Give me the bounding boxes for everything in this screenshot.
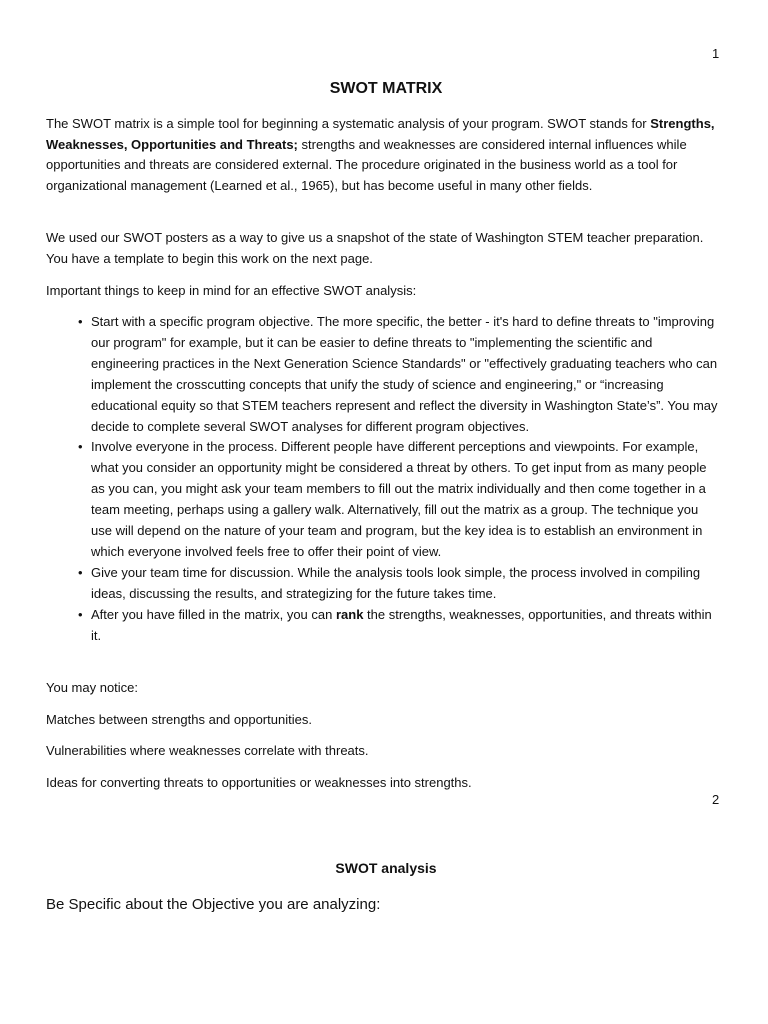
bullet-dot: • [78, 564, 83, 580]
snapshot-paragraph: We used our SWOT posters as a way to give us a snapshot of the state of Washington STEM teacher preparation. You have a template to begin this work on the next page. [46, 230, 704, 266]
intro-paragraph [46, 114, 726, 197]
tips-heading: Important things to keep in mind for an effective SWOT analysis: [46, 283, 417, 298]
intro-bold-text: Strengths, Weaknesses, Opportunities and Threats; [46, 116, 715, 152]
intro-text-2: strengths and weaknesses are considered internal influences while opportunities and threats are considered external. The procedure originated in the business world as a tool for organizational management (Learned et al., 1965), but has become useful in many other fields. [46, 136, 687, 194]
list-item-text: Start with a specific program objective. The more specific, the better - it's hard to define threats to "improving our program" for example, but it can be easier to define threats to "implementing the scientific and engineering practices in the Next Generation Science Standards" or "effectively graduating teachers who can implement the crosscutting concepts that unify the study of science and engineering," or “increasing educational equity so that STEM teachers represent and reflect the diversity in Washington State’s”. You may decide to complete several SWOT analyses for different program objectives. [91, 314, 718, 434]
list-item [66, 563, 718, 605]
rank-text-2: the strengths, weaknesses, opportunities, and threats within it. [91, 606, 712, 643]
list-item-text: Give your team time for discussion. While the analysis tools look simple, the process involved in compiling ideas, discussing the results, and strategizing for the future takes time. [91, 564, 701, 601]
notice-heading: You may notice: [46, 680, 139, 695]
list-item [66, 605, 718, 647]
tips-list [66, 312, 718, 647]
list-item [66, 437, 718, 562]
intro-text-1: The SWOT matrix is a simple tool for beginning a systematic analysis of your program. SWOT stands for [46, 116, 651, 131]
rank-bold-text: rank [335, 606, 364, 622]
objective-prompt: Be Specific about the Objective you are analyzing: [46, 896, 381, 913]
notice-item-vulnerabilities: Vulnerabilities where weaknesses correlate with threats. [46, 743, 369, 758]
bullet-dot: • [78, 439, 83, 455]
notice-item-matches: Matches between strengths and opportunities. [46, 712, 312, 727]
list-item [66, 312, 718, 437]
list-item-text: Involve everyone in the process. Different people have different perceptions and viewpoints. For example, what you consider an opportunity might be considered a threat by others. To get input from as many people as you can, you might ask your team members to fill out the matrix individually and then come together in a team meeting, perhaps using a gallery walk. Alternatively, fill out the matrix as a group. The technique you use will depend on the nature of your team and program, but the key idea is to establish an environment in which everyone involved feels free to offer their point of view. [91, 439, 707, 559]
bullet-dot: • [78, 314, 83, 329]
section-title: SWOT analysis [335, 860, 437, 876]
page-number: 1 [712, 46, 720, 61]
page-number-2: 2 [712, 792, 720, 807]
page-title: SWOT MATRIX [329, 80, 443, 97]
bullet-dot: • [78, 606, 83, 622]
rank-text-1: After you have filled in the matrix, you can [91, 606, 336, 622]
notice-item-ideas: Ideas for converting threats to opportunities or weaknesses into strengths. [46, 775, 472, 790]
